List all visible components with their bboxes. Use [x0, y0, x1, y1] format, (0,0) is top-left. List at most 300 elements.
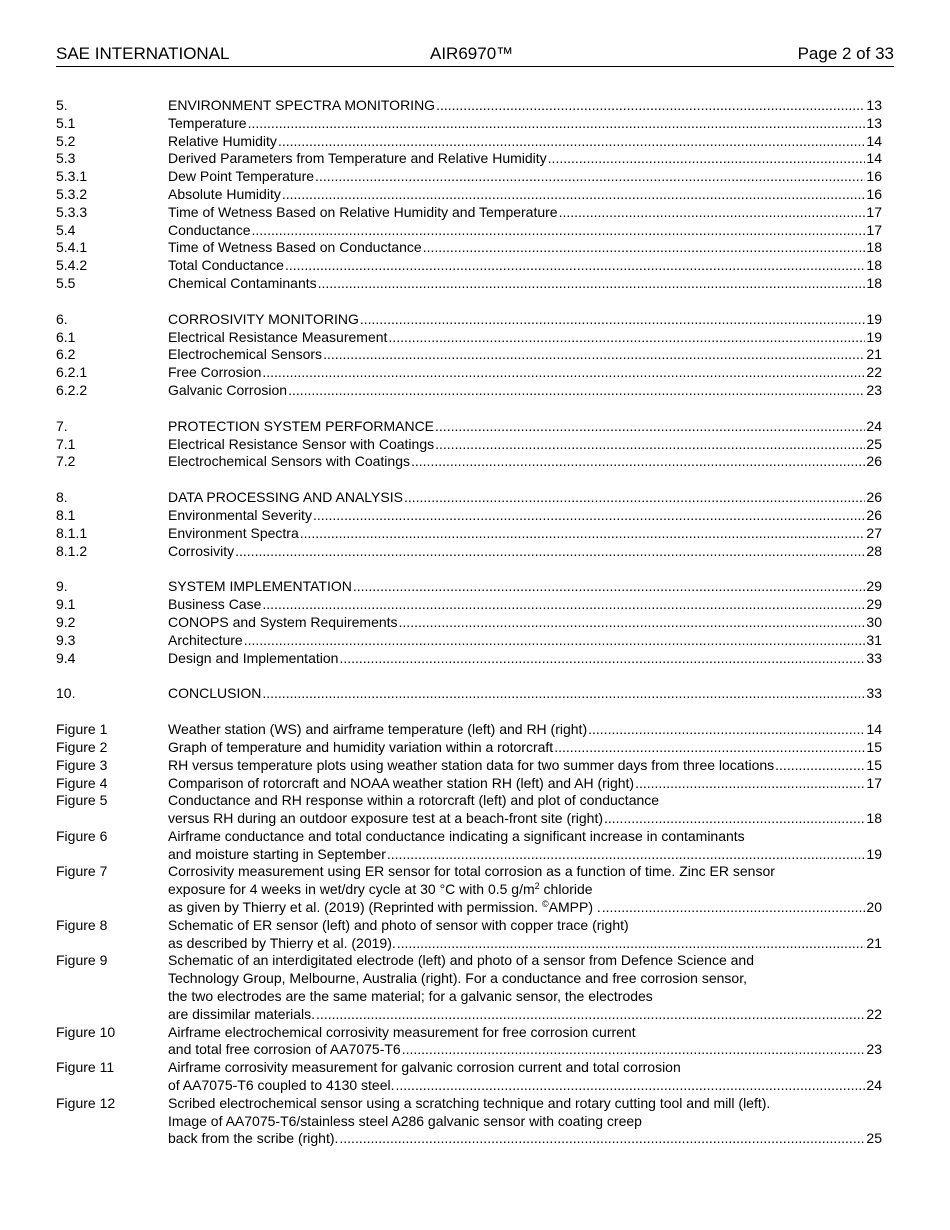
page-ref: 26: [866, 453, 882, 470]
entry-last-line: [168, 453, 882, 471]
toc-entry[interactable]: [56, 632, 882, 650]
dot-leader: [559, 204, 866, 222]
page-ref: 31: [866, 631, 882, 648]
toc-entry[interactable]: [56, 614, 882, 632]
entry-title: Galvanic Corrosion: [168, 381, 288, 398]
figure-number: Figure 1: [56, 721, 108, 738]
page-ref: 15: [866, 756, 882, 773]
entry-body: [168, 329, 882, 347]
page-ref: 26: [866, 506, 882, 523]
entry-body: [168, 311, 882, 329]
page-ref: 16: [866, 185, 882, 202]
page-ref: 13: [866, 97, 882, 113]
toc-entry[interactable]: [56, 382, 882, 400]
page-ref: 21: [866, 346, 882, 363]
entry-title: RH versus temperature plots using weather station data for two summer days from three locations: [168, 756, 775, 773]
dot-leader: [396, 1077, 866, 1095]
header-organization: SAE INTERNATIONAL: [56, 44, 230, 63]
dot-leader: [288, 382, 865, 400]
page-ref: 24: [866, 1077, 882, 1094]
dot-leader: [423, 239, 866, 257]
dot-leader: [248, 115, 866, 133]
section-number: 6.: [56, 310, 68, 327]
entry-title: and total free corrosion of AA7075-T6: [168, 1041, 401, 1058]
section-number: 7.2: [56, 453, 76, 470]
section-number: 5.3: [56, 150, 76, 167]
section-number: 9.: [56, 578, 68, 595]
figure-entry[interactable]: [56, 952, 882, 1023]
entry-body: [168, 614, 882, 632]
entry-body: [168, 186, 882, 204]
page-ref: 13: [866, 114, 882, 131]
dot-leader: [388, 329, 865, 347]
page-ref: 19: [866, 328, 882, 345]
entry-line: the two electrodes are the same material; for a galvanic sensor, the electrodes: [168, 988, 653, 1005]
page-ref: 18: [866, 257, 882, 274]
entry-line: Airframe corrosivity measurement for galvanic corrosion current and total corrosion: [168, 1059, 681, 1076]
dot-leader: [235, 543, 865, 561]
entry-title: as described by Thierry et al. (2019).: [168, 934, 396, 951]
entry-last-line: [168, 329, 882, 347]
entry-title: Time of Wetness Based on Relative Humidity and Temperature: [168, 203, 558, 220]
toc-entry[interactable]: [56, 346, 882, 364]
entry-last-line: [168, 346, 882, 364]
entry-title: Conductance: [168, 221, 251, 238]
figure-number: Figure 4: [56, 774, 108, 791]
entry-last-line: [168, 1077, 882, 1095]
entry-last-line: [168, 489, 882, 507]
figure-number: Figure 5: [56, 792, 108, 809]
entry-title: Chemical Contaminants: [168, 274, 317, 291]
entry-title: Graph of temperature and humidity variation within a rotorcraft: [168, 738, 554, 755]
entry-title: Total Conductance: [168, 257, 284, 274]
section-number: 5.5: [56, 274, 76, 291]
page-ref: 19: [866, 310, 882, 327]
page-ref: 30: [866, 613, 882, 630]
dot-leader: [548, 150, 866, 168]
entry-last-line: [168, 685, 882, 703]
entry-line: [168, 881, 882, 899]
page-ref: 19: [866, 845, 882, 862]
entry-body: [168, 382, 882, 400]
dot-leader: [316, 1006, 865, 1024]
section-number: 6.2.2: [56, 381, 88, 398]
page-ref: 18: [866, 810, 882, 827]
toc-entry[interactable]: [56, 453, 882, 471]
entry-title: Absolute Humidity: [168, 185, 281, 202]
entry-text: [168, 899, 601, 917]
toc-entry[interactable]: [56, 489, 882, 507]
entry-title: and moisture starting in September: [168, 845, 386, 862]
entry-title: ENVIRONMENT SPECTRA MONITORING: [168, 97, 436, 113]
dot-leader: [262, 596, 865, 614]
entry-title: Time of Wetness Based on Conductance: [168, 239, 422, 256]
entry-body: [168, 275, 882, 293]
entry-title: of AA7075-T6 coupled to 4130 steel.: [168, 1077, 395, 1094]
dot-leader: [397, 935, 866, 953]
figure-entry[interactable]: [56, 739, 882, 757]
entry-line: Conductance and RH response within a rotorcraft (left) and plot of conductance: [168, 792, 660, 809]
page-ref: 18: [866, 239, 882, 256]
entry-title: versus RH during an outdoor exposure test at a beach-front site (right): [168, 810, 603, 827]
entry-last-line: [168, 222, 882, 240]
dot-leader: [318, 275, 866, 293]
entry-title: Electrical Resistance Sensor with Coatings: [168, 435, 435, 452]
page-ref: 22: [866, 1005, 882, 1022]
entry-line: Schematic of an interdigitated electrode (left) and photo of a sensor from Defence Science and: [168, 952, 755, 969]
figure-entry[interactable]: [56, 721, 882, 739]
entry-title: Architecture: [168, 631, 243, 648]
entry-line: Airframe electrochemical corrosivity measurement for free corrosion current: [168, 1023, 636, 1040]
figure-entry[interactable]: [56, 775, 882, 793]
entry-last-line: [168, 578, 882, 596]
page-ref: 24: [866, 417, 882, 434]
section-number: 5.2: [56, 132, 76, 149]
entry-title: CONCLUSION: [168, 685, 262, 702]
entry-body: [168, 507, 882, 525]
dot-leader: [604, 810, 865, 828]
entry-title: Electrical Resistance Measurement: [168, 328, 388, 345]
entry-last-line: [168, 364, 882, 382]
entry-title: Environment Spectra: [168, 524, 299, 541]
entry-title: Comparison of rotorcraft and NOAA weather station RH (left) and AH (right): [168, 774, 635, 791]
section-number: 10.: [56, 685, 76, 702]
section-number: 8.: [56, 489, 68, 506]
entry-title: Weather station (WS) and airframe temperature (left) and RH (right): [168, 721, 588, 738]
entry-body: [168, 685, 882, 703]
entry-text-part: as given by Thierry et al. (2019) (Reprinted with permission.: [168, 899, 543, 916]
section-number: 5.4.1: [56, 239, 88, 256]
page-ref: 21: [866, 934, 882, 951]
toc-entry[interactable]: [56, 97, 882, 115]
entry-last-line: [168, 257, 882, 275]
entry-last-line: [168, 115, 882, 133]
figure-entry[interactable]: [56, 1059, 882, 1095]
entry-body: [168, 239, 882, 257]
entry-title: PROTECTION SYSTEM PERFORMANCE: [168, 417, 435, 434]
dot-leader: [635, 775, 865, 793]
entry-last-line: [168, 382, 882, 400]
page-header: [56, 44, 894, 67]
dot-leader: [402, 1041, 866, 1059]
toc-entry[interactable]: [56, 436, 882, 454]
dot-leader: [282, 186, 866, 204]
toc-entry[interactable]: [56, 275, 882, 293]
toc-entry[interactable]: [56, 685, 882, 703]
entry-body: [168, 739, 882, 757]
entry-title: Electrochemical Sensors: [168, 346, 323, 363]
toc-entry[interactable]: [56, 257, 882, 275]
page-ref: 14: [866, 150, 882, 167]
entry-last-line: [168, 899, 882, 917]
figure-entry[interactable]: [56, 1095, 882, 1148]
toc-section: [56, 418, 882, 471]
entry-last-line: [168, 168, 882, 186]
toc-entry[interactable]: [56, 150, 882, 168]
section-number: 9.4: [56, 649, 76, 666]
page-ref: 17: [866, 203, 882, 220]
entry-line: Schematic of ER sensor (left) and photo of sensor with copper trace (right): [168, 916, 629, 933]
toc-entry[interactable]: [56, 596, 882, 614]
entry-body: [168, 596, 882, 614]
toc-entry[interactable]: [56, 543, 882, 561]
section-number: 7.: [56, 417, 68, 434]
figure-number: Figure 7: [56, 863, 108, 880]
entry-text: chloride: [539, 881, 593, 898]
page-ref: 25: [866, 1130, 882, 1147]
entry-body: [168, 578, 882, 596]
entry-last-line: [168, 507, 882, 525]
entry-body: [168, 97, 882, 115]
entry-last-line: [168, 418, 882, 436]
entry-title: Relative Humidity: [168, 132, 277, 149]
entry-body: [168, 632, 882, 650]
page-ref: 26: [866, 489, 882, 506]
dot-leader: [435, 436, 865, 454]
page-ref: 27: [866, 524, 882, 541]
figure-entry[interactable]: [56, 863, 882, 916]
entry-title: Electrochemical Sensors with Coatings: [168, 453, 410, 470]
dot-leader: [278, 133, 865, 151]
toc-entry[interactable]: [56, 133, 882, 151]
entry-body: [168, 828, 882, 864]
toc-section: [56, 311, 882, 400]
entry-last-line: [168, 1041, 882, 1059]
figure-number: Figure 12: [56, 1094, 116, 1111]
page-ref: 23: [866, 381, 882, 398]
toc-entry[interactable]: [56, 364, 882, 382]
entry-body: [168, 650, 882, 668]
toc-entry[interactable]: [56, 650, 882, 668]
dot-leader: [554, 739, 865, 757]
page-ref: 29: [866, 596, 882, 613]
page-ref: 14: [866, 132, 882, 149]
page-ref: 23: [866, 1041, 882, 1058]
section-number: 9.3: [56, 631, 76, 648]
entry-body: [168, 204, 882, 222]
entry-title: Environmental Severity: [168, 506, 312, 523]
section-number: 8.1.1: [56, 524, 88, 541]
entry-title: Design and Implementation: [168, 649, 339, 666]
entry-body: [168, 757, 882, 775]
section-number: 6.1: [56, 328, 76, 345]
figure-entry[interactable]: [56, 792, 882, 828]
page-ref: 18: [866, 274, 882, 291]
figure-entry[interactable]: [56, 917, 882, 953]
figure-entry[interactable]: [56, 1024, 882, 1060]
toc-entry[interactable]: [56, 222, 882, 240]
page-ref: 25: [866, 435, 882, 452]
toc-entry[interactable]: [56, 578, 882, 596]
dot-leader: [262, 364, 865, 382]
entry-line: Image of AA7075-T6/stainless steel A286 galvanic sensor with coating creep: [168, 1112, 642, 1129]
entry-body: [168, 436, 882, 454]
dot-leader: [435, 418, 865, 436]
section-number: 8.1.2: [56, 542, 88, 559]
header-page-number: Page 2 of 33: [797, 44, 894, 63]
dot-leader: [404, 489, 865, 507]
dot-leader: [353, 578, 866, 596]
entry-last-line: [168, 1006, 882, 1024]
entry-last-line: [168, 596, 882, 614]
section-number: 5.3.3: [56, 203, 88, 220]
figure-number: Figure 3: [56, 756, 108, 773]
toc-section: [56, 685, 882, 703]
entry-last-line: [168, 632, 882, 650]
superscript: ©: [542, 899, 549, 910]
entry-last-line: [168, 757, 882, 775]
dot-leader: [323, 346, 865, 364]
entry-title: Dew Point Temperature: [168, 168, 315, 185]
entry-last-line: [168, 1130, 882, 1148]
entry-last-line: [168, 543, 882, 561]
dot-leader: [339, 650, 865, 668]
entry-body: [168, 222, 882, 240]
figure-number: Figure 10: [56, 1023, 116, 1040]
entry-body: [168, 133, 882, 151]
entry-text: exposure for 4 weeks in wet/dry cycle at 30 °C with 0.5 g/m: [168, 881, 535, 898]
entry-title: are dissimilar materials.: [168, 1005, 316, 1022]
entry-last-line: [168, 810, 882, 828]
page-ref: 22: [866, 364, 882, 381]
toc-entry[interactable]: [56, 168, 882, 186]
section-number: 6.2: [56, 346, 76, 363]
entry-body: [168, 543, 882, 561]
dot-leader: [602, 899, 866, 917]
entry-last-line: [168, 275, 882, 293]
entry-last-line: [168, 775, 882, 793]
entry-last-line: [168, 97, 882, 115]
section-number: 5.1: [56, 114, 76, 131]
page-ref: 33: [866, 649, 882, 666]
entry-body: [168, 721, 882, 739]
entry-body: [168, 525, 882, 543]
dot-leader: [252, 222, 866, 240]
dot-leader: [315, 168, 865, 186]
page-ref: 15: [866, 738, 882, 755]
entry-last-line: [168, 739, 882, 757]
entry-body: [168, 418, 882, 436]
entry-text-part: AMPP) .: [548, 899, 601, 916]
figure-entry[interactable]: [56, 828, 882, 864]
page-ref: 28: [866, 542, 882, 559]
section-number: 8.1: [56, 506, 76, 523]
toc-entry[interactable]: [56, 329, 882, 347]
entry-title: CONOPS and System Requirements: [168, 613, 398, 630]
dot-leader: [775, 757, 865, 775]
entry-body: [168, 257, 882, 275]
page-ref: 16: [866, 168, 882, 185]
section-number: 7.1: [56, 435, 76, 452]
toc-entry[interactable]: [56, 507, 882, 525]
toc-entry[interactable]: [56, 525, 882, 543]
toc-section: [56, 578, 882, 667]
page-ref: 17: [866, 221, 882, 238]
entry-body: [168, 168, 882, 186]
entry-title: Free Corrosion: [168, 364, 262, 381]
entry-last-line: [168, 935, 882, 953]
entry-body: [168, 453, 882, 471]
entry-last-line: [168, 650, 882, 668]
section-number: 9.2: [56, 613, 76, 630]
entry-last-line: [168, 186, 882, 204]
toc-entry[interactable]: [56, 186, 882, 204]
section-number: 6.2.1: [56, 364, 88, 381]
entry-body: [168, 1059, 882, 1095]
entry-body: [168, 150, 882, 168]
dot-leader: [262, 685, 865, 703]
section-number: 5.: [56, 97, 68, 113]
entry-body: [168, 917, 882, 953]
dot-leader: [387, 846, 866, 864]
entry-body: [168, 346, 882, 364]
toc-section: [56, 489, 882, 560]
page-ref: 20: [866, 899, 882, 916]
section-number: 5.4: [56, 221, 76, 238]
figure-number: Figure 2: [56, 738, 108, 755]
figure-number: Figure 6: [56, 827, 108, 844]
toc-entry[interactable]: [56, 311, 882, 329]
dot-leader: [411, 453, 865, 471]
entry-title: SYSTEM IMPLEMENTATION: [168, 578, 352, 595]
toc-entry[interactable]: [56, 418, 882, 436]
entry-last-line: [168, 133, 882, 151]
entry-title: CORROSIVITY MONITORING: [168, 310, 359, 327]
entry-last-line: [168, 311, 882, 329]
entry-title: DATA PROCESSING AND ANALYSIS: [168, 489, 403, 506]
entry-title: Business Case: [168, 596, 262, 613]
entry-title: Corrosivity: [168, 542, 235, 559]
entry-last-line: [168, 204, 882, 222]
toc-section: [56, 97, 882, 293]
figure-number: Figure 9: [56, 952, 108, 969]
entry-last-line: [168, 846, 882, 864]
entry-body: [168, 792, 882, 828]
list-of-figures: [56, 721, 882, 1148]
table-of-contents: [56, 97, 882, 1148]
toc-entry[interactable]: [56, 239, 882, 257]
entry-last-line: [168, 436, 882, 454]
section-number: 5.4.2: [56, 257, 88, 274]
entry-body: [168, 775, 882, 793]
entry-body: [168, 863, 882, 916]
dot-leader: [339, 1130, 865, 1148]
section-number: 9.1: [56, 596, 76, 613]
dot-leader: [588, 721, 865, 739]
entry-body: [168, 1024, 882, 1060]
entry-line: Airframe conductance and total conductance indicating a significant increase in contaminants: [168, 827, 745, 844]
superscript: 2: [534, 881, 540, 892]
entry-body: [168, 489, 882, 507]
toc-entry[interactable]: [56, 115, 882, 133]
entry-line: Technology Group, Melbourne, Australia (right). For a conductance and free corrosion sensor,: [168, 970, 747, 987]
dot-leader: [244, 632, 866, 650]
dot-leader: [436, 97, 865, 115]
figure-number: Figure 11: [56, 1059, 115, 1076]
entry-line: Scribed electrochemical sensor using a scratching technique and rotary cutting tool and mill (left).: [168, 1094, 771, 1111]
entry-body: [168, 952, 882, 1023]
page-ref: 29: [866, 578, 882, 595]
figure-entry[interactable]: [56, 757, 882, 775]
entry-body: [168, 1095, 882, 1148]
dot-leader: [313, 507, 865, 525]
entry-body: [168, 115, 882, 133]
figure-number: Figure 8: [56, 916, 108, 933]
toc-entry[interactable]: [56, 204, 882, 222]
dot-leader: [300, 525, 866, 543]
entry-last-line: [168, 614, 882, 632]
dot-leader: [360, 311, 866, 329]
